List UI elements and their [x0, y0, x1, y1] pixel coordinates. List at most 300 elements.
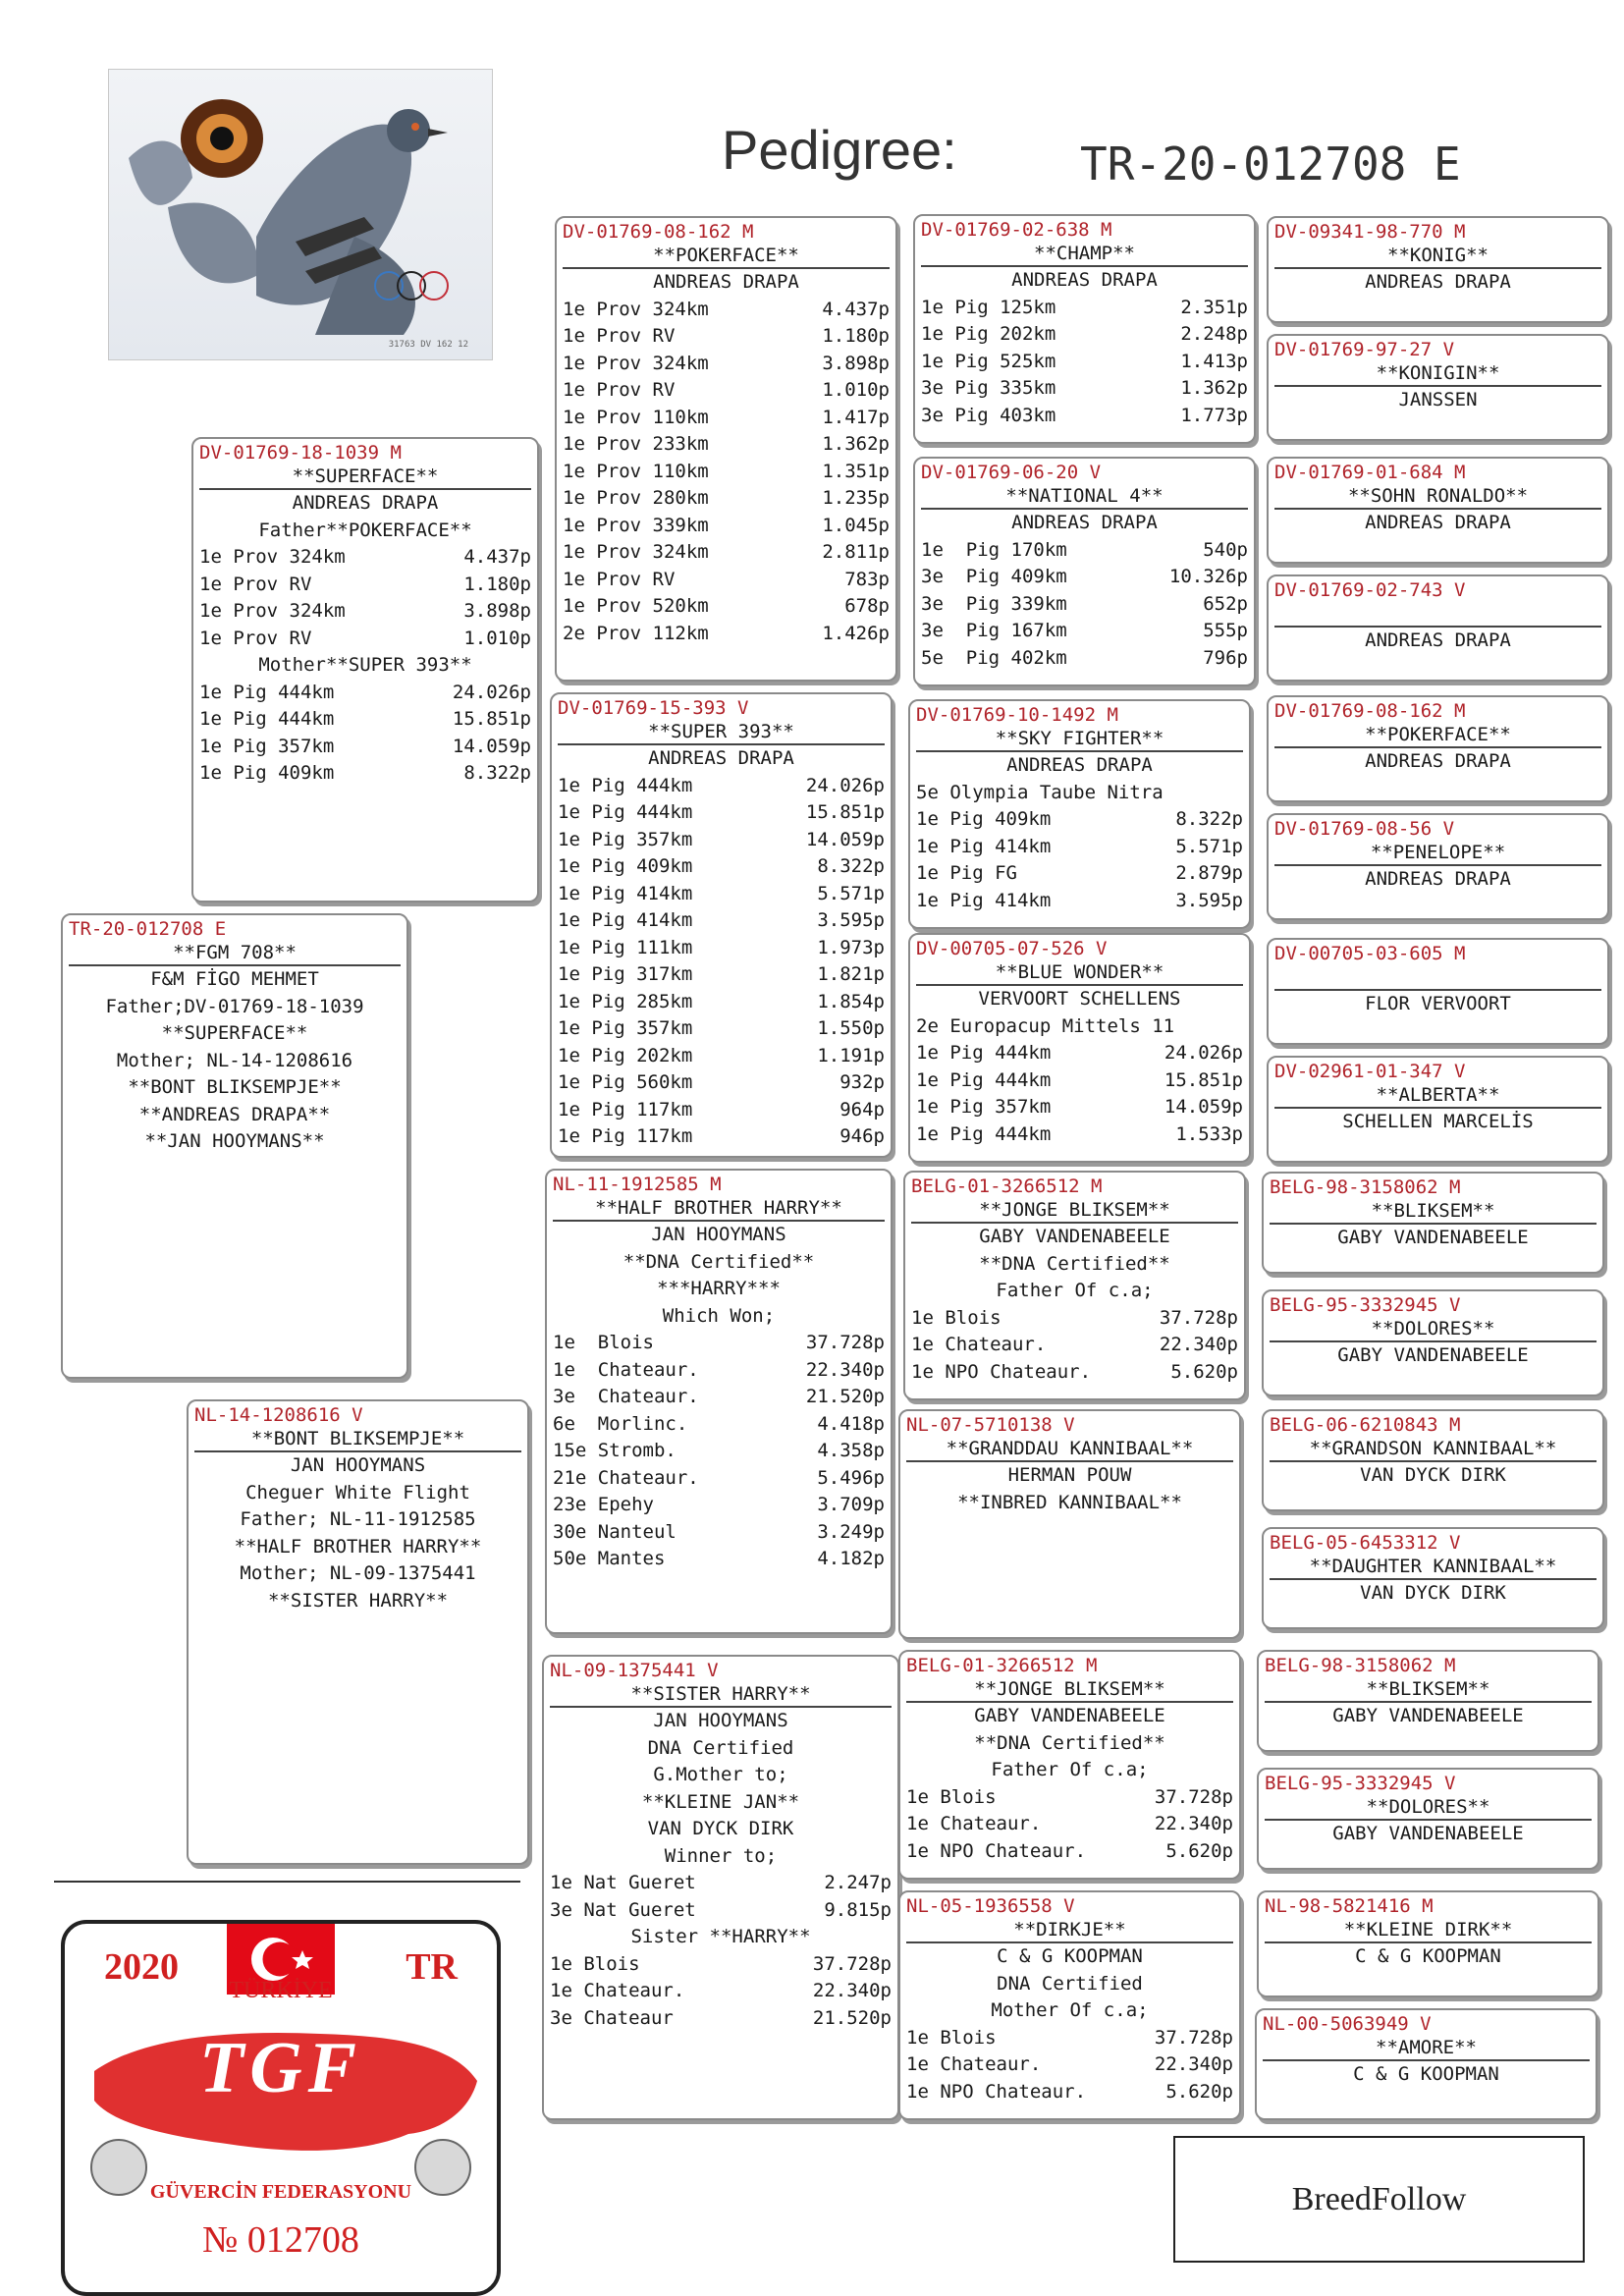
result-points: 14.059p — [1164, 1096, 1243, 1118]
pigeon-name: **PENELOPE** — [1370, 842, 1506, 863]
result-row — [544, 1978, 897, 2005]
result-row — [544, 1951, 897, 1979]
ring-number: NL-11-1912585 M — [553, 1174, 722, 1195]
breedfollow-brand: BreedFollow — [1173, 2136, 1585, 2263]
pigeon-name: **DOLORES** — [1366, 1796, 1490, 1818]
result-points: 1.010p — [822, 379, 890, 401]
result-points: 5.620p — [1165, 2080, 1233, 2103]
result-points: 15.851p — [1164, 1068, 1243, 1091]
result-race: 1e NPO Chateaur. — [911, 1360, 1092, 1383]
result-race: 1e Prov RV — [199, 573, 312, 595]
result-points: 1.362p — [822, 433, 890, 455]
result-row — [552, 799, 891, 827]
ring-number: BELG-01-3266512 M — [911, 1175, 1103, 1197]
result-race: 1e Pig 414km — [916, 889, 1052, 911]
result-points: 37.728p — [1154, 2026, 1233, 2049]
result-points: 5.496p — [817, 1466, 885, 1489]
pigeon-name: **GRANDSON KANNIBAAL** — [1309, 1438, 1557, 1459]
result-row — [547, 1384, 891, 1411]
ring-number: DV-01769-06-20 V — [921, 462, 1102, 483]
result-points: 37.728p — [805, 1332, 885, 1353]
result-points: 14.059p — [805, 828, 885, 850]
result-points: 1.773p — [1180, 404, 1248, 426]
ring-number: BELG-95-3332945 V — [1265, 1773, 1456, 1794]
pigeon-card — [1267, 457, 1609, 564]
pigeon-name: **DIRKJE** — [1013, 1919, 1126, 1941]
result-points: 2.351p — [1180, 296, 1248, 318]
result-points: 37.728p — [1154, 1785, 1233, 1808]
pigeon-card — [1267, 938, 1609, 1045]
result-row — [547, 1438, 891, 1465]
result-points: 1.180p — [463, 573, 531, 595]
result-points: 1.362p — [1180, 377, 1248, 399]
result-row — [547, 1546, 891, 1573]
result-row — [552, 1069, 891, 1097]
result-points: 678p — [844, 595, 890, 617]
result-points: 37.728p — [812, 1952, 892, 1975]
result-row — [552, 989, 891, 1016]
result-row — [915, 645, 1254, 673]
result-row — [910, 888, 1249, 915]
ring-number: DV-01769-02-743 V — [1274, 579, 1466, 601]
logo-acronym: TGF — [199, 2028, 362, 2108]
ring-number: BELG-98-3158062 M — [1265, 1655, 1456, 1676]
result-race: 1e NPO Chateaur. — [906, 2080, 1087, 2103]
result-row — [193, 626, 537, 653]
result-race: 2e Prov 112km — [563, 622, 709, 644]
card-text-line: Mother; NL-14-1208616 — [116, 1049, 353, 1071]
pigeon-card — [542, 1655, 899, 2120]
result-race: 3e Chateaur — [550, 2006, 674, 2029]
result-points: 4.418p — [817, 1412, 885, 1435]
result-points: 1.854p — [817, 990, 885, 1012]
result-race: 1e Pig 414km — [916, 835, 1052, 857]
result-row — [557, 297, 895, 324]
result-points: 5.620p — [1165, 1839, 1233, 1862]
pigeon-card — [1267, 1056, 1609, 1163]
result-points: 22.340p — [812, 1980, 892, 2001]
result-race: 5e Pig 402km — [921, 646, 1067, 669]
result-race: 50e Mantes — [553, 1548, 666, 1569]
ring-number: DV-00705-07-526 V — [916, 938, 1108, 959]
result-points: 4.437p — [822, 298, 890, 320]
result-points: 22.340p — [1154, 1813, 1233, 1834]
result-points: 932p — [839, 1071, 885, 1093]
result-row — [915, 321, 1254, 349]
result-row — [557, 377, 895, 405]
card-text-line: HERMAN POUW — [1007, 1464, 1132, 1486]
result-row — [557, 431, 895, 459]
result-points: 4.437p — [463, 546, 531, 568]
result-points: 1.417p — [822, 406, 890, 428]
result-points: 22.340p — [1154, 2053, 1233, 2075]
pigeon-name: **GRANDDAU KANNIBAAL** — [946, 1438, 1194, 1459]
result-race: 1e Pig 444km — [558, 774, 693, 796]
result-race: 1e Pig FG — [916, 862, 1017, 884]
card-text-line: Mother; NL-09-1375441 — [240, 1562, 476, 1584]
pigeon-card — [1257, 1890, 1599, 1997]
result-points: 1.973p — [817, 936, 885, 958]
result-row — [900, 2025, 1239, 2052]
divider — [54, 1881, 520, 1883]
pigeon-card — [1255, 2008, 1597, 2120]
pigeon-card — [898, 1890, 1241, 2120]
result-race: 1e Pig 444km — [199, 681, 335, 703]
result-row — [547, 1465, 891, 1493]
pigeon-card — [1257, 1768, 1599, 1870]
result-points: 14.059p — [452, 735, 531, 757]
result-race: 1e Prov RV — [199, 627, 312, 649]
result-race: 1e Prov RV — [563, 325, 676, 347]
card-text-line: VERVOORT SCHELLENS — [978, 988, 1181, 1010]
card-text-line: JAN HOOYMANS — [290, 1454, 426, 1476]
result-points: 3.595p — [1175, 889, 1243, 911]
result-row — [900, 2051, 1239, 2079]
card-text-line: Which Won; — [662, 1304, 776, 1327]
result-row — [905, 1359, 1244, 1387]
result-row — [557, 459, 895, 486]
card-text-line: GABY VANDENABEELE — [1337, 1344, 1529, 1366]
result-race: 15e Stromb. — [553, 1440, 677, 1461]
result-race: 1e Chateaur. — [911, 1334, 1047, 1355]
result-points: 1.180p — [822, 325, 890, 347]
card-text-line: Father; NL-11-1912585 — [240, 1508, 476, 1530]
ring-number: BELG-06-6210843 M — [1270, 1414, 1461, 1436]
card-text-line: C & G KOOPMAN — [1353, 2063, 1499, 2085]
card-text-line: G.Mother to; — [653, 1764, 788, 1785]
pigeon-name: **KONIGIN** — [1376, 362, 1500, 384]
result-points: 1.191p — [817, 1044, 885, 1066]
result-points: 4.358p — [817, 1440, 885, 1461]
result-race: 30e Nanteul — [553, 1520, 677, 1543]
result-row — [915, 618, 1254, 645]
pigeon-name: **JONGE BLIKSEM** — [974, 1678, 1165, 1700]
result-race: 1e Chateaur. — [553, 1358, 699, 1381]
result-points: 1.351p — [822, 460, 890, 482]
result-points: 555p — [1203, 620, 1248, 641]
result-points: 22.340p — [1159, 1334, 1238, 1355]
pigeon-card — [61, 913, 408, 1379]
pigeon-name: **SOHN RONALDO** — [1347, 485, 1529, 507]
pigeon-card — [1262, 1172, 1604, 1274]
ring-number: DV-01769-08-162 M — [1274, 700, 1466, 722]
card-text-line: GABY VANDENABEELE — [1337, 1227, 1529, 1248]
ring-number: TR-20-012708 E — [69, 918, 227, 940]
result-row — [193, 734, 537, 761]
ring-number: DV-01769-01-684 M — [1274, 462, 1466, 483]
result-race: 1e Pig 525km — [921, 350, 1056, 372]
result-race: 1e Pig 414km — [558, 882, 693, 904]
result-row — [910, 1040, 1249, 1067]
result-race: 1e Blois — [906, 2026, 997, 2049]
result-race: 1e Pig 357km — [916, 1096, 1052, 1118]
pigeon-name: **SUPERFACE** — [292, 465, 439, 487]
ring-number: NL-07-5710138 V — [906, 1414, 1075, 1436]
result-row — [193, 706, 537, 734]
pigeon-name: **FGM 708** — [173, 942, 297, 963]
result-race: 1e Pig 357km — [199, 735, 335, 757]
pigeon-photo — [108, 69, 493, 360]
pigeon-card — [191, 437, 539, 902]
ring-number: DV-01769-10-1492 M — [916, 704, 1118, 726]
card-text-line: **KLEINE JAN** — [641, 1790, 800, 1813]
card-text-line: Winner to; — [664, 1844, 778, 1867]
result-race: 1e Pig 409km — [199, 762, 335, 784]
card-text-line: C & G KOOPMAN — [997, 1945, 1143, 1967]
result-points: 24.026p — [1164, 1042, 1243, 1064]
result-row — [552, 961, 891, 989]
result-race: 1e Prov 233km — [563, 433, 709, 455]
result-row — [915, 537, 1254, 565]
ring-number: NL-00-5063949 V — [1263, 2013, 1432, 2035]
result-points: 964p — [839, 1098, 885, 1121]
result-row — [552, 1097, 891, 1124]
result-race: 1e Pig 170km — [921, 538, 1067, 561]
result-points: 9.815p — [824, 1898, 892, 1921]
pigeon-name: **ALBERTA** — [1376, 1084, 1500, 1106]
result-race: 1e Blois — [553, 1332, 654, 1353]
result-points: 3.898p — [463, 600, 531, 622]
logo-serial-number: № 012708 — [202, 2219, 359, 2261]
result-points: 8.322p — [1175, 808, 1243, 830]
pigeon-card — [1267, 216, 1609, 323]
pedigree-ring-number: TR-20-012708 E — [1080, 137, 1461, 191]
pigeon-name: **BONT BLIKSEMPJE** — [250, 1428, 465, 1449]
result-row — [910, 1013, 1249, 1041]
pigeon-name: **HALF BROTHER HARRY** — [595, 1197, 842, 1219]
result-race: 1e Prov 339km — [563, 514, 709, 536]
pigeon-card — [1267, 695, 1609, 802]
pigeon-name: **NATIONAL 4** — [1005, 485, 1164, 507]
result-row — [557, 485, 895, 513]
result-row — [557, 351, 895, 378]
pigeon-card — [555, 216, 897, 682]
pigeon-card — [898, 1409, 1241, 1639]
logo-federation-name: GÜVERCİN FEDERASYONU — [149, 2181, 412, 2203]
pigeon-card — [1257, 1650, 1599, 1752]
result-row — [193, 598, 537, 626]
result-race: 1e Blois — [906, 1785, 997, 1808]
pigeon-illustration — [109, 70, 492, 359]
pigeon-name: **SKY FIGHTER** — [995, 728, 1164, 749]
result-race: 1e Pig 444km — [558, 801, 693, 823]
card-text-line: **INBRED KANNIBAAL** — [957, 1491, 1182, 1513]
ring-number: BELG-01-3266512 M — [906, 1655, 1098, 1676]
result-row — [547, 1492, 891, 1519]
card-text-line: JAN HOOYMANS — [651, 1224, 786, 1245]
result-points: 540p — [1203, 538, 1248, 561]
card-text-line: F&M FİGO MEHMET — [150, 968, 319, 990]
ring-number: DV-01769-18-1039 M — [199, 442, 402, 464]
result-row — [900, 1811, 1239, 1838]
result-points: 8.322p — [817, 855, 885, 877]
pigeon-name: **KLEINE DIRK** — [1343, 1919, 1513, 1941]
result-race: 1e Prov 110km — [563, 406, 709, 428]
result-row — [557, 567, 895, 594]
card-text-line: ANDREAS DRAPA — [1006, 754, 1153, 776]
result-race: 1e Pig 560km — [558, 1071, 693, 1093]
pigeon-name: **BLIKSEM** — [1366, 1678, 1490, 1700]
result-points: 2.879p — [1175, 862, 1243, 884]
pigeon-card — [545, 1169, 893, 1634]
result-points: 1.426p — [822, 622, 890, 644]
card-text-line: **ANDREAS DRAPA** — [138, 1103, 331, 1125]
result-race: 1e NPO Chateaur. — [906, 1839, 1087, 1862]
result-points: 1.550p — [817, 1017, 885, 1039]
ring-number: DV-01769-08-56 V — [1274, 818, 1455, 840]
result-race: 1e Prov 280km — [563, 487, 709, 509]
result-race: 1e Prov 324km — [563, 352, 709, 374]
pigeon-name: **BLUE WONDER** — [995, 961, 1164, 983]
result-race: 3e Nat Gueret — [550, 1898, 696, 1921]
result-row — [557, 593, 895, 621]
result-race: 1e Pig 357km — [558, 828, 693, 850]
result-race: 1e Chateaur. — [906, 1813, 1042, 1834]
card-text-line: FLOR VERVOORT — [1365, 993, 1511, 1014]
result-row — [910, 1067, 1249, 1095]
card-text-line: ***HARRY*** — [657, 1278, 781, 1299]
logo-country-code: TR — [406, 1946, 458, 1988]
result-row — [547, 1330, 891, 1357]
result-race: 6e Morlinc. — [553, 1412, 688, 1435]
card-text-line: VAN DYCK DIRK — [1360, 1464, 1506, 1486]
result-race: 1e Blois — [550, 1952, 640, 1975]
result-row — [552, 1123, 891, 1151]
ring-number: DV-01769-02-638 M — [921, 219, 1112, 241]
result-race: 3e Chateaur. — [553, 1386, 699, 1407]
pigeon-card — [903, 1171, 1246, 1400]
pigeon-name: **SUPER 393** — [648, 721, 794, 742]
result-row — [552, 935, 891, 962]
result-race: 1e Prov 110km — [563, 460, 709, 482]
pigeon-card — [550, 692, 893, 1158]
result-row — [557, 621, 895, 648]
result-race: 1e Pig 125km — [921, 296, 1056, 318]
result-race: 1e Pig 317km — [558, 963, 693, 985]
card-text-line: JANSSEN — [1398, 389, 1478, 410]
result-race: 1e Pig 444km — [916, 1042, 1052, 1064]
result-row — [193, 760, 537, 788]
result-row — [910, 1094, 1249, 1121]
card-text-line: SCHELLEN MARCELİS — [1342, 1111, 1534, 1132]
ring-number: NL-05-1936558 V — [906, 1895, 1075, 1917]
pigeon-card — [1267, 813, 1609, 920]
result-points: 2.811p — [822, 541, 890, 563]
pigeon-card — [1267, 574, 1609, 682]
result-points: 3.709p — [817, 1494, 885, 1515]
pigeon-name: **BLIKSEM** — [1371, 1200, 1495, 1222]
result-points: 15.851p — [805, 801, 885, 823]
card-text-line: JAN HOOYMANS — [653, 1710, 788, 1731]
pigeon-name: **POKERFACE** — [653, 245, 799, 266]
result-row — [544, 1897, 897, 1925]
pigeon-name: **POKERFACE** — [1365, 724, 1511, 745]
card-text-line: Cheguer White Flight — [245, 1481, 470, 1503]
result-race: 21e Chateaur. — [553, 1466, 699, 1489]
result-race: 1e Pig 357km — [558, 1017, 693, 1039]
result-points: 21.520p — [805, 1386, 885, 1407]
result-row — [552, 773, 891, 800]
pigeon-name — [1269, 602, 1607, 626]
result-race: 3e Pig 335km — [921, 377, 1056, 399]
result-race: 1e Prov 324km — [563, 298, 709, 320]
ring-number: NL-14-1208616 V — [194, 1404, 363, 1426]
result-row — [193, 680, 537, 707]
result-race: 1e Pig 414km — [558, 909, 693, 931]
card-text-line: **BONT BLIKSEMPJE** — [128, 1076, 342, 1098]
ring-number: BELG-05-6453312 V — [1270, 1532, 1461, 1554]
result-race: 1e Pig 444km — [199, 708, 335, 730]
pigeon-card — [913, 457, 1256, 686]
card-text-line: Father Of c.a; — [991, 1759, 1149, 1780]
ring-number: DV-01769-08-162 M — [563, 221, 754, 243]
card-text-line: Mother**SUPER 393** — [258, 654, 472, 676]
result-race: 1e Pig 117km — [558, 1125, 693, 1147]
result-row — [552, 907, 891, 935]
result-points: 783p — [844, 568, 890, 590]
result-race: 3e Pig 339km — [921, 592, 1067, 615]
card-text-line: ANDREAS DRAPA — [653, 271, 799, 293]
result-points: 1.235p — [822, 487, 890, 509]
result-race: 5e Olympia Taube Nitra — [916, 781, 1164, 803]
result-race: 1e Prov 324km — [199, 546, 346, 568]
pigeon-name: **DAUGHTER KANNIBAAL** — [1309, 1556, 1557, 1577]
card-text-line: Father Of c.a; — [996, 1280, 1154, 1301]
ring-number: DV-00705-03-605 M — [1274, 943, 1466, 964]
result-race: 1e Pig 111km — [558, 936, 693, 958]
result-row — [547, 1357, 891, 1385]
result-row — [910, 1121, 1249, 1149]
result-row — [915, 349, 1254, 376]
result-row — [905, 1332, 1244, 1359]
result-points: 21.520p — [812, 2006, 892, 2029]
ring-number: DV-01769-97-27 V — [1274, 339, 1455, 360]
card-text-line: C & G KOOPMAN — [1355, 1945, 1501, 1967]
result-points: 5.571p — [1175, 835, 1243, 857]
card-text-line: ANDREAS DRAPA — [292, 492, 439, 514]
result-points: 24.026p — [452, 681, 531, 703]
card-text-line: ANDREAS DRAPA — [1011, 269, 1158, 291]
ring-number: BELG-98-3158062 M — [1270, 1176, 1461, 1198]
result-race: 1e Blois — [911, 1306, 1001, 1329]
card-text-line: ANDREAS DRAPA — [1365, 271, 1511, 293]
card-text-line: Mother Of c.a; — [991, 1999, 1149, 2021]
card-text-line: GABY VANDENABEELE — [1332, 1705, 1524, 1726]
result-row — [900, 2079, 1239, 2106]
pigeon-name: **CHAMP** — [1034, 243, 1135, 264]
pigeon-card — [913, 214, 1256, 444]
ring-number: NL-09-1375441 V — [550, 1660, 719, 1681]
result-race: 2e Europacup Mittels 11 — [916, 1014, 1175, 1037]
result-race: 1e Pig 285km — [558, 990, 693, 1012]
result-row — [557, 513, 895, 540]
result-race: 1e Prov 324km — [199, 600, 346, 622]
result-row — [910, 834, 1249, 861]
card-text-line: **DNA Certified** — [623, 1250, 815, 1273]
card-text-line: ANDREAS DRAPA — [648, 747, 794, 769]
card-text-line: VAN DYCK DIRK — [1360, 1582, 1506, 1604]
result-points: 22.340p — [805, 1358, 885, 1381]
result-row — [544, 2005, 897, 2033]
result-race: 1e Pig 202km — [558, 1044, 693, 1066]
result-points: 4.182p — [817, 1548, 885, 1569]
ring-number: BELG-95-3332945 V — [1270, 1294, 1461, 1316]
pigeon-card — [908, 699, 1251, 929]
result-points: 1.045p — [822, 514, 890, 536]
result-row — [557, 539, 895, 567]
result-race: 1e Pig 409km — [916, 808, 1052, 830]
result-row — [557, 323, 895, 351]
